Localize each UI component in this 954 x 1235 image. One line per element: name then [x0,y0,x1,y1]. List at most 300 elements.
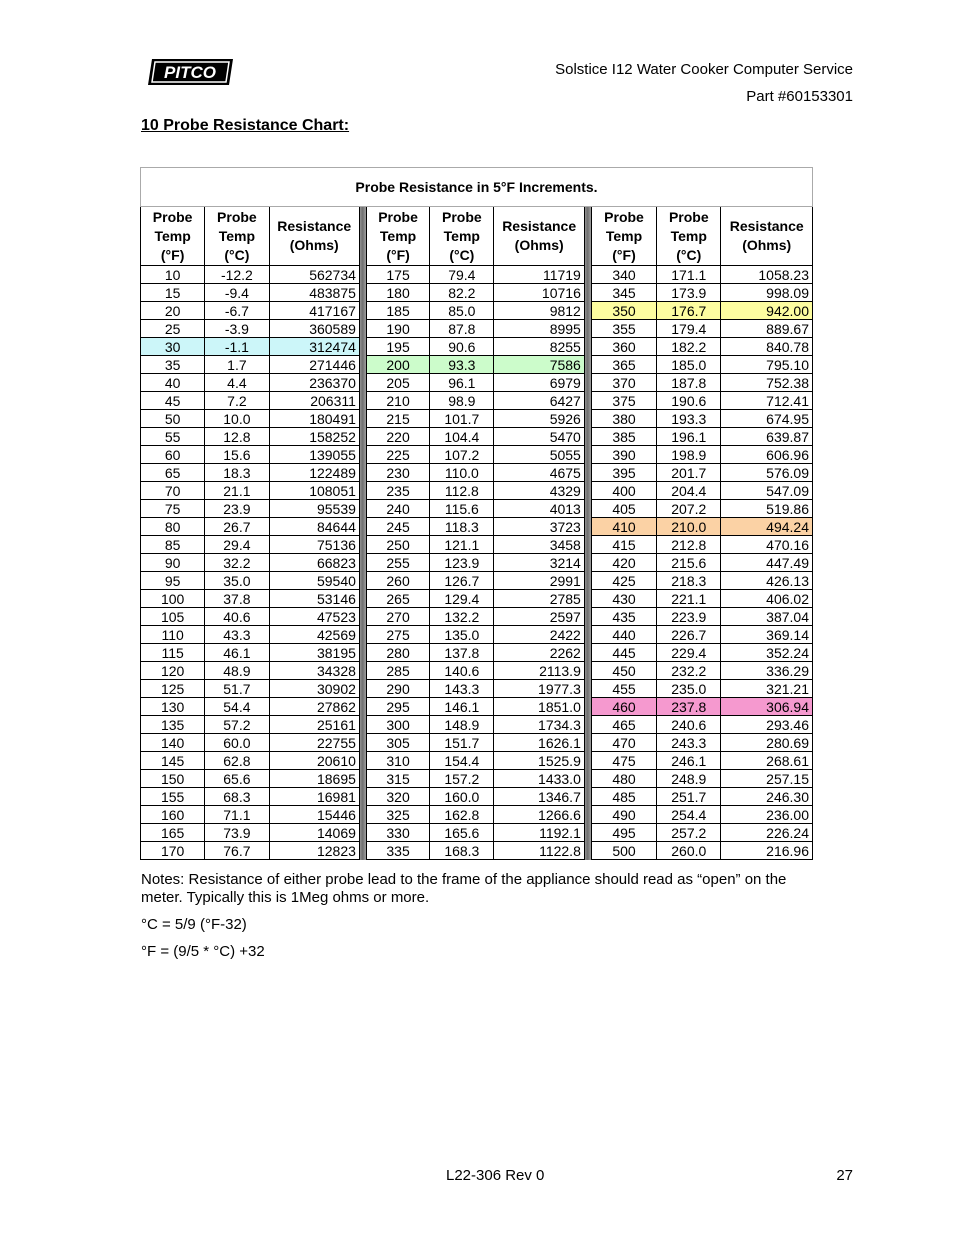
resistance-cell: 84644 [269,518,359,536]
column-divider [359,207,366,266]
column-divider [359,338,366,356]
temp-c-cell: 229.4 [657,644,721,662]
part-number: Part #60153301 [746,88,853,105]
header-probe-temp-f: Probe Temp (°F) [366,207,429,266]
resistance-cell: 1122.8 [494,842,584,860]
temp-c-cell: 129.4 [430,590,494,608]
formula-celsius: °C = 5/9 (°F-32) [141,916,247,933]
resistance-cell: 53146 [269,590,359,608]
column-divider [584,806,591,824]
temp-c-cell: 257.2 [657,824,721,842]
resistance-cell: 889.67 [721,320,813,338]
table-row [141,428,813,446]
resistance-cell: 236370 [269,374,359,392]
table-row [141,284,813,302]
temp-c-cell: 173.9 [657,284,721,302]
resistance-cell: 2262 [494,644,584,662]
temp-f-cell: 490 [591,806,656,824]
column-divider [359,770,366,788]
temp-f-cell: 110 [141,626,205,644]
temp-f-cell: 50 [141,410,205,428]
temp-c-cell: 226.7 [657,626,721,644]
temp-c-cell: 223.9 [657,608,721,626]
section-title: 10 Probe Resistance Chart: [141,117,350,134]
resistance-cell: 75136 [269,536,359,554]
temp-c-cell: 4.4 [205,374,269,392]
temp-c-cell: 29.4 [205,536,269,554]
doc-title: Solstice I12 Water Cooker Computer Service [555,61,853,78]
temp-c-cell: 118.3 [430,518,494,536]
temp-f-cell: 300 [366,716,429,734]
temp-f-cell: 225 [366,446,429,464]
temp-f-cell: 165 [141,824,205,842]
temp-f-cell: 100 [141,590,205,608]
header-probe-temp-c: Probe Temp (°C) [657,207,721,266]
column-divider [584,734,591,752]
resistance-cell: 139055 [269,446,359,464]
column-divider [584,662,591,680]
table-row [141,734,813,752]
temp-f-cell: 185 [366,302,429,320]
temp-f-cell: 195 [366,338,429,356]
table-row [141,716,813,734]
temp-f-cell: 475 [591,752,656,770]
resistance-cell: 4675 [494,464,584,482]
resistance-cell: 5055 [494,446,584,464]
header-resistance-ohms: Resistance (Ohms) [494,207,584,266]
temp-f-cell: 420 [591,554,656,572]
temp-f-cell: 45 [141,392,205,410]
temp-c-cell: 232.2 [657,662,721,680]
temp-f-cell: 365 [591,356,656,374]
temp-c-cell: 93.3 [430,356,494,374]
column-divider [359,734,366,752]
temp-c-cell: 1.7 [205,356,269,374]
column-divider [359,356,366,374]
temp-f-cell: 410 [591,518,656,536]
column-divider [584,410,591,428]
temp-f-cell: 175 [366,266,429,284]
temp-c-cell: 176.7 [657,302,721,320]
temp-f-cell: 35 [141,356,205,374]
resistance-cell: 6979 [494,374,584,392]
temp-c-cell: 68.3 [205,788,269,806]
resistance-cell: 1977.3 [494,680,584,698]
temp-f-cell: 395 [591,464,656,482]
temp-c-cell: 96.1 [430,374,494,392]
temp-c-cell: 71.1 [205,806,269,824]
temp-f-cell: 200 [366,356,429,374]
resistance-cell: 312474 [269,338,359,356]
column-divider [359,410,366,428]
temp-f-cell: 315 [366,770,429,788]
temp-f-cell: 245 [366,518,429,536]
temp-c-cell: 198.9 [657,446,721,464]
resistance-cell: 5926 [494,410,584,428]
column-header-row [141,207,813,266]
temp-c-cell: -6.7 [205,302,269,320]
column-divider [584,626,591,644]
temp-c-cell: 18.3 [205,464,269,482]
resistance-cell: 387.04 [721,608,813,626]
temp-c-cell: 110.0 [430,464,494,482]
temp-f-cell: 295 [366,698,429,716]
temp-c-cell: 85.0 [430,302,494,320]
temp-c-cell: 243.3 [657,734,721,752]
temp-f-cell: 190 [366,320,429,338]
temp-c-cell: 168.3 [430,842,494,860]
resistance-cell: 795.10 [721,356,813,374]
resistance-cell: 426.13 [721,572,813,590]
resistance-cell: 639.87 [721,428,813,446]
resistance-cell: 712.41 [721,392,813,410]
column-divider [359,482,366,500]
header-resistance-ohms: Resistance (Ohms) [721,207,813,266]
resistance-cell: 336.29 [721,662,813,680]
temp-c-cell: 98.9 [430,392,494,410]
resistance-cell: 3458 [494,536,584,554]
resistance-cell: 257.15 [721,770,813,788]
resistance-cell: 8995 [494,320,584,338]
temp-c-cell: 146.1 [430,698,494,716]
temp-f-cell: 140 [141,734,205,752]
column-divider [584,207,591,266]
temp-f-cell: 455 [591,680,656,698]
temp-f-cell: 80 [141,518,205,536]
temp-c-cell: 12.8 [205,428,269,446]
temp-c-cell: 87.8 [430,320,494,338]
temp-c-cell: -1.1 [205,338,269,356]
temp-f-cell: 215 [366,410,429,428]
table-row [141,698,813,716]
table-row [141,842,813,860]
temp-c-cell: -9.4 [205,284,269,302]
table-row [141,752,813,770]
temp-f-cell: 485 [591,788,656,806]
resistance-cell: 8255 [494,338,584,356]
table-row [141,554,813,572]
resistance-cell: 27862 [269,698,359,716]
temp-f-cell: 115 [141,644,205,662]
temp-f-cell: 30 [141,338,205,356]
temp-f-cell: 335 [366,842,429,860]
resistance-cell: 3214 [494,554,584,572]
notes-text: Notes: Resistance of either probe lead to the frame of the appliance should read as “open” on the meter. Typically this is 1Meg ohms or more. [141,871,787,906]
column-divider [584,338,591,356]
temp-f-cell: 145 [141,752,205,770]
resistance-cell: 158252 [269,428,359,446]
resistance-cell: 108051 [269,482,359,500]
resistance-cell: 840.78 [721,338,813,356]
column-divider [359,302,366,320]
resistance-cell: 20610 [269,752,359,770]
temp-c-cell: 260.0 [657,842,721,860]
temp-f-cell: 10 [141,266,205,284]
column-divider [359,500,366,518]
table-row [141,662,813,680]
temp-c-cell: 165.6 [430,824,494,842]
temp-c-cell: 143.3 [430,680,494,698]
resistance-cell: 7586 [494,356,584,374]
column-divider [359,428,366,446]
temp-c-cell: 240.6 [657,716,721,734]
temp-f-cell: 240 [366,500,429,518]
column-divider [359,608,366,626]
resistance-cell: 1433.0 [494,770,584,788]
resistance-cell: 447.49 [721,554,813,572]
table-caption: Probe Resistance in 5°F Increments. [141,168,813,207]
resistance-cell: 547.09 [721,482,813,500]
table-row [141,536,813,554]
resistance-cell: 998.09 [721,284,813,302]
resistance-cell: 519.86 [721,500,813,518]
temp-f-cell: 405 [591,500,656,518]
temp-c-cell: 37.8 [205,590,269,608]
temp-f-cell: 495 [591,824,656,842]
temp-f-cell: 180 [366,284,429,302]
column-divider [359,824,366,842]
resistance-cell: 606.96 [721,446,813,464]
resistance-cell: 246.30 [721,788,813,806]
temp-c-cell: 7.2 [205,392,269,410]
temp-f-cell: 430 [591,590,656,608]
resistance-cell: 369.14 [721,626,813,644]
temp-c-cell: 218.3 [657,572,721,590]
temp-c-cell: 221.1 [657,590,721,608]
table-row [141,410,813,428]
temp-f-cell: 250 [366,536,429,554]
resistance-cell: 236.00 [721,806,813,824]
temp-c-cell: 73.9 [205,824,269,842]
table-row [141,518,813,536]
temp-f-cell: 160 [141,806,205,824]
column-divider [359,752,366,770]
column-divider [584,482,591,500]
resistance-cell: 6427 [494,392,584,410]
resistance-cell: 280.69 [721,734,813,752]
resistance-cell: 4329 [494,482,584,500]
temp-f-cell: 265 [366,590,429,608]
temp-f-cell: 450 [591,662,656,680]
column-divider [359,698,366,716]
table-row [141,626,813,644]
temp-c-cell: 157.2 [430,770,494,788]
resistance-cell: 42569 [269,626,359,644]
temp-c-cell: 51.7 [205,680,269,698]
temp-c-cell: 46.1 [205,644,269,662]
column-divider [584,446,591,464]
temp-f-cell: 75 [141,500,205,518]
column-divider [584,356,591,374]
temp-f-cell: 60 [141,446,205,464]
column-divider [584,752,591,770]
resistance-cell: 1266.6 [494,806,584,824]
column-divider [359,320,366,338]
temp-c-cell: 179.4 [657,320,721,338]
temp-c-cell: 115.6 [430,500,494,518]
table-row [141,824,813,842]
temp-f-cell: 290 [366,680,429,698]
temp-c-cell: 215.6 [657,554,721,572]
temp-f-cell: 470 [591,734,656,752]
formula-fahrenheit: °F = (9/5 * °C) +32 [141,943,265,960]
temp-c-cell: 126.7 [430,572,494,590]
column-divider [359,536,366,554]
column-divider [359,662,366,680]
resistance-cell: 5470 [494,428,584,446]
temp-c-cell: 132.2 [430,608,494,626]
column-divider [584,266,591,284]
temp-c-cell: 121.1 [430,536,494,554]
temp-c-cell: 190.6 [657,392,721,410]
temp-c-cell: 235.0 [657,680,721,698]
header-resistance-ohms: Resistance (Ohms) [269,207,359,266]
resistance-cell: 306.94 [721,698,813,716]
header-probe-temp-f: Probe Temp (°F) [591,207,656,266]
temp-f-cell: 435 [591,608,656,626]
table-row [141,608,813,626]
column-divider [359,518,366,536]
temp-f-cell: 385 [591,428,656,446]
column-divider [584,680,591,698]
temp-c-cell: 193.3 [657,410,721,428]
resistance-cell: 25161 [269,716,359,734]
temp-c-cell: 112.8 [430,482,494,500]
resistance-cell: 180491 [269,410,359,428]
column-divider [584,428,591,446]
column-divider [584,608,591,626]
resistance-cell: 3723 [494,518,584,536]
temp-c-cell: 35.0 [205,572,269,590]
column-divider [584,698,591,716]
temp-c-cell: 154.4 [430,752,494,770]
table-row [141,320,813,338]
resistance-cell: 268.61 [721,752,813,770]
column-divider [584,716,591,734]
temp-c-cell: 171.1 [657,266,721,284]
temp-f-cell: 260 [366,572,429,590]
temp-c-cell: 123.9 [430,554,494,572]
resistance-cell: 2422 [494,626,584,644]
temp-f-cell: 400 [591,482,656,500]
resistance-cell: 66823 [269,554,359,572]
temp-c-cell: 254.4 [657,806,721,824]
resistance-cell: 752.38 [721,374,813,392]
temp-f-cell: 220 [366,428,429,446]
resistance-cell: 470.16 [721,536,813,554]
temp-c-cell: 10.0 [205,410,269,428]
temp-c-cell: 48.9 [205,662,269,680]
column-divider [359,806,366,824]
resistance-cell: 576.09 [721,464,813,482]
temp-c-cell: 210.0 [657,518,721,536]
resistance-cell: 321.21 [721,680,813,698]
temp-f-cell: 330 [366,824,429,842]
temp-f-cell: 305 [366,734,429,752]
column-divider [584,284,591,302]
column-divider [359,284,366,302]
temp-c-cell: 148.9 [430,716,494,734]
column-divider [359,644,366,662]
resistance-cell: 1734.3 [494,716,584,734]
resistance-cell: 1346.7 [494,788,584,806]
temp-c-cell: 140.6 [430,662,494,680]
temp-f-cell: 20 [141,302,205,320]
temp-f-cell: 345 [591,284,656,302]
resistance-cell: 59540 [269,572,359,590]
table-row [141,374,813,392]
temp-c-cell: 54.4 [205,698,269,716]
resistance-cell: 674.95 [721,410,813,428]
column-divider [359,464,366,482]
temp-f-cell: 350 [591,302,656,320]
header-probe-temp-c: Probe Temp (°C) [205,207,269,266]
resistance-cell: 494.24 [721,518,813,536]
table-row [141,500,813,518]
temp-c-cell: 32.2 [205,554,269,572]
resistance-cell: 47523 [269,608,359,626]
table-body [141,266,813,860]
column-divider [359,716,366,734]
temp-c-cell: 137.8 [430,644,494,662]
temp-f-cell: 235 [366,482,429,500]
temp-c-cell: 201.7 [657,464,721,482]
temp-f-cell: 425 [591,572,656,590]
column-divider [584,500,591,518]
column-divider [584,842,591,860]
temp-c-cell: 101.7 [430,410,494,428]
temp-c-cell: 57.2 [205,716,269,734]
resistance-cell: 2113.9 [494,662,584,680]
temp-c-cell: 212.8 [657,536,721,554]
probe-resistance-table [140,167,813,860]
resistance-cell: 226.24 [721,824,813,842]
temp-f-cell: 440 [591,626,656,644]
temp-f-cell: 155 [141,788,205,806]
temp-c-cell: 43.3 [205,626,269,644]
temp-f-cell: 340 [591,266,656,284]
temp-c-cell: 40.6 [205,608,269,626]
resistance-cell: 9812 [494,302,584,320]
temp-f-cell: 280 [366,644,429,662]
temp-f-cell: 125 [141,680,205,698]
temp-f-cell: 40 [141,374,205,392]
resistance-cell: 11719 [494,266,584,284]
table-row [141,644,813,662]
temp-f-cell: 275 [366,626,429,644]
resistance-cell: 30902 [269,680,359,698]
temp-c-cell: 26.7 [205,518,269,536]
temp-f-cell: 375 [591,392,656,410]
temp-c-cell: -12.2 [205,266,269,284]
temp-c-cell: 76.7 [205,842,269,860]
resistance-cell: 34328 [269,662,359,680]
temp-f-cell: 55 [141,428,205,446]
table-row [141,302,813,320]
temp-f-cell: 310 [366,752,429,770]
table-row [141,464,813,482]
resistance-cell: 417167 [269,302,359,320]
temp-f-cell: 390 [591,446,656,464]
temp-c-cell: 182.2 [657,338,721,356]
resistance-cell: 2785 [494,590,584,608]
resistance-cell: 406.02 [721,590,813,608]
doc-revision: L22-306 Rev 0 [446,1167,545,1184]
column-divider [584,788,591,806]
column-divider [359,680,366,698]
temp-f-cell: 360 [591,338,656,356]
column-divider [359,572,366,590]
